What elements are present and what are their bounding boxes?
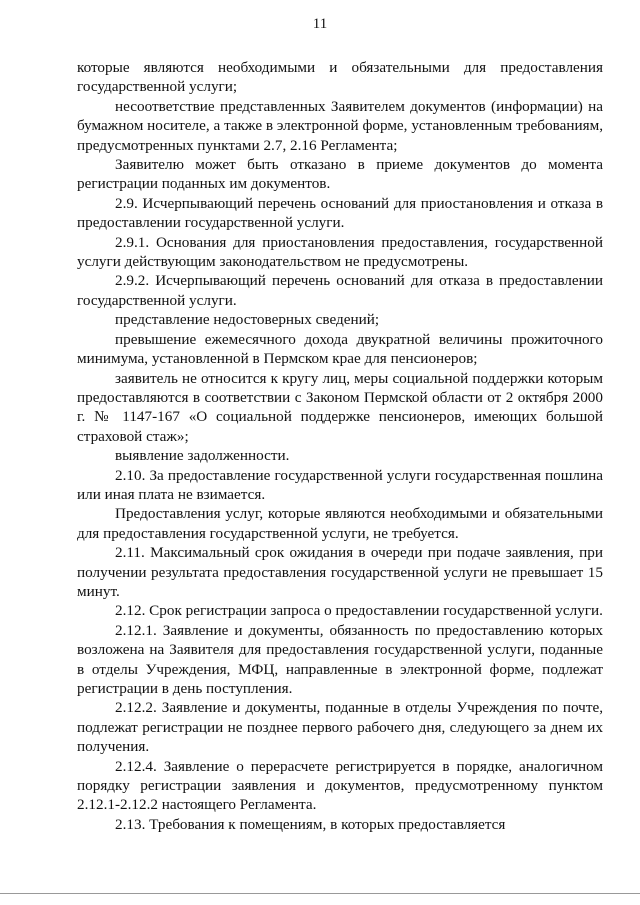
document-body [77,58,603,834]
page-bottom-edge [0,893,640,894]
paragraph: превышение ежемесячного дохода двукратной величины прожиточного минимума, установленной в Пермском крае для пенсионеров; [77,330,603,368]
paragraph: 2.12.4. Заявление о перерасчете регистрируется в порядке, аналогичном порядку регистрации заявления и документов, предусмотренному пунктом 2.12.1-2.12.2 настоящего Регламента. [77,757,603,814]
paragraph: заявитель не относится к кругу лиц, меры социальной поддержки которым предоставляются в соответствии с Законом Пермской области от 2 октября 2000 г. № 1147-167 «О социальной поддержке пенсионеров, имеющих большой страховой стаж»; [77,369,603,445]
paragraph: 2.12. Срок регистрации запроса о предоставлении государственной услуги. [115,602,603,620]
paragraph: Предоставления услуг, которые являются необходимыми и обязательными для предоставления государственной услуги, не требуется. [77,505,603,542]
paragraph: 2.12.2. Заявление и документы, поданные в отделы Учреждения по почте, подлежат регистрации не позднее первого рабочего дня, следующего за днем их получения. [77,699,603,756]
page-number: 11 [312,16,328,32]
paragraph: выявление задолженности. [115,447,290,465]
paragraph: представление недостоверных сведений; [115,311,380,329]
paragraph: несоответствие представленных Заявителем документов (информации) на бумажном носителе, а также в электронной форме, установленным требованиям, предусмотренных пунктами 2.7, 2.16 Регламента; [77,97,603,154]
paragraph: 2.9.2. Исчерпывающий перечень оснований для отказа в предоставлении государственной услуги. [77,272,603,309]
paragraph: Заявителю может быть отказано в приеме документов до момента регистрации поданных им документов. [77,156,603,193]
paragraph: которые являются необходимыми и обязательными для предоставления государственной услуги; [77,59,603,96]
paragraph: 2.10. За предоставление государственной услуги государственная пошлина или иная плата не взимается. [77,466,603,503]
paragraph: 2.13. Требования к помещениям, в которых предоставляется [115,815,506,833]
paragraph: 2.9. Исчерпывающий перечень оснований для приостановления и отказа в предоставлении государственной услуги. [77,194,603,232]
paragraph: 2.11. Максимальный срок ожидания в очереди при подаче заявления, при получении результата предоставления государственной услуги не превышает 15 минут. [77,544,603,600]
paragraph: 2.12.1. Заявление и документы, обязанность по предоставлению которых возложена на Заявителя для предоставления государственной услуги, поданные в отделы Учреждения, МФЦ, направленные в электронной форме, подлежат регистрации в день поступления. [77,621,603,697]
paragraph: 2.9.1. Основания для приостановления предоставления, государственной услуги действующим законодательством не предусмотрены. [77,233,603,271]
